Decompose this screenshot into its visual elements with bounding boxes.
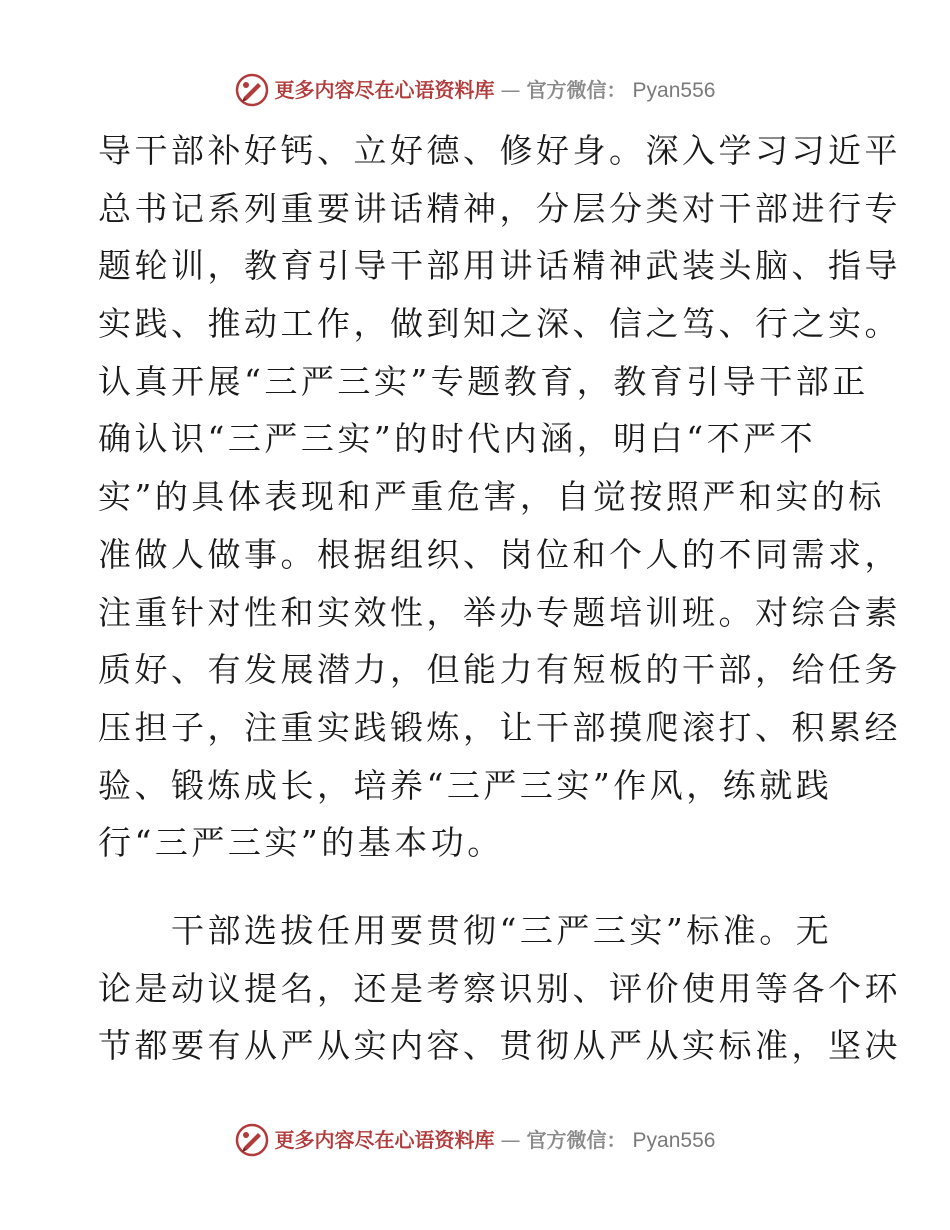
text-line: 题轮训，教育引导干部用讲话精神武装头脑、指导 — [98, 246, 901, 286]
text-line: 行“三严三实”的基本功。 — [98, 823, 504, 863]
footer-banner — [0, 1120, 950, 1160]
text-line: 导干部补好钙、立好德、修好身。深入学习习近平 — [98, 131, 901, 170]
pen-logo-icon — [235, 73, 269, 107]
paragraph-1 — [98, 122, 901, 872]
paragraph-spacer — [98, 872, 858, 902]
text-line: 质好、有发展潜力，但能力有短板的干部，给任务 — [98, 650, 901, 690]
pen-logo-icon — [235, 1123, 269, 1157]
text-line: 确认识“三严三实”的时代内涵，明白“不严不 — [98, 419, 817, 459]
banner-wechat-id: Pyan556 — [632, 78, 716, 102]
banner-separator: — — [500, 78, 521, 102]
banner-title: 更多内容尽在心语资料库 — [274, 78, 495, 102]
banner-wechat-label: 官方微信： — [526, 78, 627, 102]
banner-wechat-id: Pyan556 — [632, 1128, 716, 1152]
banner-separator: — — [500, 1128, 521, 1152]
text-line: 注重针对性和实效性，举办专题培训班。对综合素 — [98, 592, 901, 632]
banner-wechat-label: 官方微信： — [526, 1128, 627, 1152]
banner-title: 更多内容尽在心语资料库 — [274, 1128, 495, 1152]
text-line: 压担子，注重实践锻炼，让干部摸爬滚打、积累经 — [98, 707, 901, 747]
text-line: 实践、推动工作，做到知之深、信之笃、行之实。 — [98, 304, 901, 344]
paragraph-2 — [98, 902, 901, 1075]
text-line: 干部选拔任用要贯彻“三严三实”标准。无 — [98, 910, 833, 950]
header-banner — [0, 70, 950, 110]
text-line: 论是动议提名，还是考察识别、评价使用等各个环 — [98, 968, 901, 1008]
text-line: 总书记系列重要讲话精神，分层分类对干部进行专 — [98, 188, 901, 228]
text-line: 节都要有从严从实内容、贯彻从严从实标准，坚决 — [98, 1026, 901, 1066]
text-line: 验、锻炼成长，培养“三严三实”作风，练就践 — [98, 765, 833, 805]
text-line: 认真开展“三严三实”专题教育，教育引导干部正 — [98, 361, 869, 401]
text-line: 准做人做事。根据组织、岗位和个人的不同需求， — [98, 534, 901, 574]
document-body — [98, 122, 901, 1075]
text-line: 实”的具体表现和严重危害，自觉按照严和实的标 — [98, 477, 885, 517]
